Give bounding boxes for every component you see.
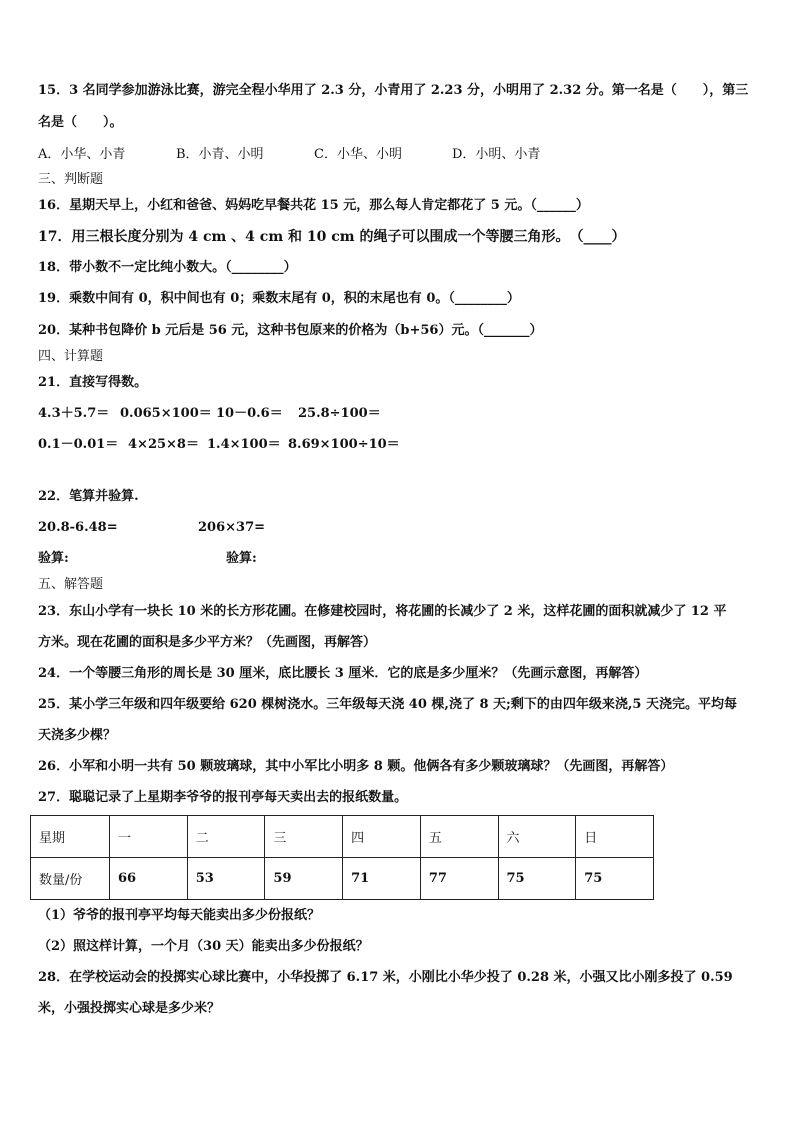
calc-item: 4.3＋5.7＝ <box>38 406 110 421</box>
option-d: D．小明、小青 <box>452 147 541 162</box>
question-20: 20．某种书包降价 b 元后是 56 元，这种书包原来的价格为（b+56）元。（_______） <box>38 323 543 338</box>
question-23-line1: 23．东山小学有一块长 10 米的长方形花圃。在修建校园时，将花圃的长减少了 2 米，这样花圃的面积就减少了 12 平 <box>38 604 727 619</box>
table-header-cell: 四 <box>343 816 421 858</box>
calc-item: 25.8÷100＝ <box>298 406 381 421</box>
check-label-1: 验算: <box>38 551 69 566</box>
calc-item: 0.1－0.01＝ <box>38 437 119 452</box>
newspaper-sales-table <box>30 815 654 900</box>
question-21-title: 21．直接写得数。 <box>38 375 148 390</box>
table-cell: 77 <box>420 858 498 900</box>
question-25-line2: 天浇多少棵？ <box>38 728 117 743</box>
check-label-2: 验算: <box>226 551 257 566</box>
question-25-line1: 25．某小学三年级和四年级要给 620 棵树浇水。三年级每天浇 40 棵,浇了 8 天;剩下的由四年级来浇,5 天浇完。平均每 <box>38 697 737 712</box>
question-18: 18．带小数不一定比纯小数大。（________） <box>38 260 297 275</box>
table-cell: 53 <box>187 858 265 900</box>
question-27-sub1: （1）爷爷的报刊亭平均每天能卖出多少份报纸？ <box>38 908 321 923</box>
table-row <box>31 816 654 858</box>
table-header-cell: 三 <box>265 816 343 858</box>
table-cell: 59 <box>265 858 343 900</box>
question-22-title: 22．笔算并验算. <box>38 489 139 504</box>
question-17: 17．用三根长度分别为 4 cm 、4 cm 和 10 cm 的绳子可以围成一个等腰三角形。 （____） <box>38 229 626 245</box>
calc-item: 0.065×100＝ <box>120 406 212 421</box>
calc-item: 10－0.6＝ <box>216 406 283 421</box>
question-26: 26．小军和小明一共有 50 颗玻璃球，其中小军比小明多 8 颗。他俩各有多少颗玻璃球？（先画图，再解答） <box>38 759 674 774</box>
table-header-cell: 一 <box>110 816 188 858</box>
option-b: B．小青、小明 <box>176 147 264 162</box>
table-header-cell: 日 <box>576 816 654 858</box>
question-15-line1: 15．3 名同学参加游泳比赛，游完全程小华用了 2.3 分，小青用了 2.23 分，小明用了 2.32 分。第一名是（ ），第三 <box>38 83 749 98</box>
written-calc-2: 206×37= <box>198 520 266 535</box>
option-a: A．小华、小青 <box>38 147 126 162</box>
section-heading-word-problems: 五、解答题 <box>38 577 104 592</box>
written-calc-1: 20.8-6.48= <box>38 520 118 535</box>
table-header-cell: 星期 <box>31 816 110 858</box>
calc-item: 4×25×8＝ <box>128 437 199 452</box>
question-19: 19．乘数中间有 0，积中间也有 0；乘数末尾有 0，积的末尾也有 0。（________） <box>38 291 520 306</box>
table-row <box>31 858 654 900</box>
table-cell: 66 <box>110 858 188 900</box>
section-heading-judgment: 三、判断题 <box>38 172 104 187</box>
question-16: 16．星期天早上，小红和爸爸、妈妈吃早餐共花 15 元，那么每人肯定都花了 5 元。（______） <box>38 198 589 213</box>
question-28-line2: 米，小强投掷实心球是多少米？ <box>38 1001 221 1016</box>
table-cell: 75 <box>498 858 576 900</box>
section-heading-calculation: 四、计算题 <box>38 349 104 364</box>
question-28-line1: 28．在学校运动会的投掷实心球比赛中，小华投掷了 6.17 米，小刚比小华少投了 0.28 米，小强又比小刚多投了 0.59 <box>38 970 733 985</box>
table-header-cell: 五 <box>420 816 498 858</box>
table-cell: 71 <box>343 858 421 900</box>
question-27-title: 27．聪聪记录了上星期李爷爷的报刊亭每天卖出去的报纸数量。 <box>38 790 408 805</box>
table-header-cell: 二 <box>187 816 265 858</box>
question-27-sub2: （2）照这样计算，一个月（30 天）能卖出多少份报纸？ <box>38 939 369 954</box>
table-cell: 数量/份 <box>31 858 110 900</box>
question-15-line2: 名是（ ）。 <box>38 115 123 130</box>
table-cell: 75 <box>576 858 654 900</box>
calc-item: 1.4×100＝ <box>207 437 281 452</box>
question-24: 24．一个等腰三角形的周长是 30 厘米，底比腰长 3 厘米．它的底是多少厘米？（先画示意图，再解答） <box>38 666 648 681</box>
table-header-cell: 六 <box>498 816 576 858</box>
calc-item: 8.69×100÷10＝ <box>288 437 400 452</box>
option-c: C．小华、小明 <box>314 147 402 162</box>
question-23-line2: 方米。现在花圃的面积是多少平方米？（先画图，再解答） <box>38 635 377 650</box>
